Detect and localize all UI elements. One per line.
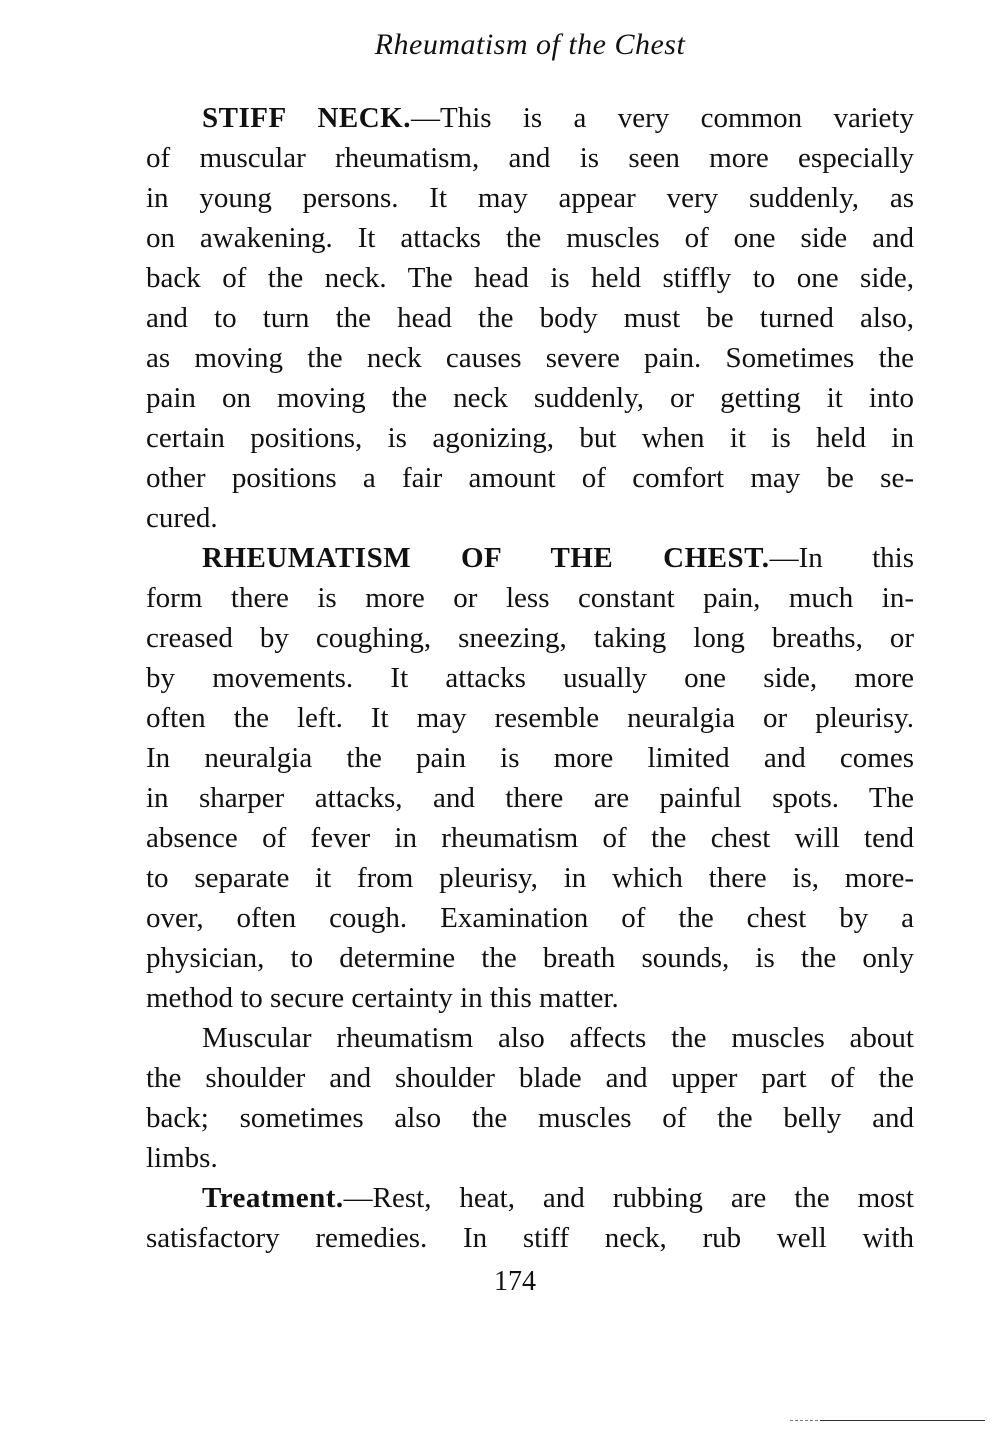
line-text: in young persons. It may appear very suddenly, as	[146, 182, 914, 214]
text-line	[146, 578, 914, 618]
line-text: the shoulder and shoulder blade and upper part of the	[146, 1062, 914, 1094]
line-text: physician, to determine the breath sounds, is the only	[146, 942, 914, 974]
text-line	[146, 978, 914, 1018]
section-heading: RHEUMATISM OF THE CHEST.	[202, 542, 770, 574]
section-heading: STIFF NECK.	[202, 102, 411, 134]
line-text: as moving the neck causes severe pain. Sometimes the	[146, 342, 914, 374]
line-text: creased by coughing, sneezing, taking long breaths, or	[146, 622, 914, 654]
text-line	[146, 738, 914, 778]
line-text: pain on moving the neck suddenly, or getting it into	[146, 382, 914, 414]
text-line	[146, 1058, 914, 1098]
line-text: form there is more or less constant pain, much in-	[146, 582, 914, 614]
footer-rule-dashed	[790, 1420, 818, 1421]
line-text: by movements. It attacks usually one side, more	[146, 662, 914, 694]
text-line	[146, 218, 914, 258]
line-text: —Rest, heat, and rubbing are the most	[343, 1182, 914, 1214]
line-text: certain positions, is agonizing, but when it is held in	[146, 422, 914, 454]
section-heading: Treatment.	[202, 1182, 344, 1214]
text-line	[146, 418, 914, 458]
line-text: cured.	[146, 502, 218, 534]
line-text: —This is a very common variety	[410, 102, 914, 134]
line-text: of muscular rheumatism, and is seen more especially	[146, 142, 914, 174]
text-line	[146, 1218, 914, 1258]
text-line	[146, 818, 914, 858]
text-line	[146, 1138, 914, 1178]
line-text: In neuralgia the pain is more limited and comes	[146, 742, 914, 774]
text-line	[146, 258, 914, 298]
line-text: other positions a fair amount of comfort may be se-	[146, 462, 914, 494]
text-line	[146, 378, 914, 418]
text-line	[202, 1018, 914, 1058]
running-header: Rheumatism of the Chest	[374, 28, 686, 61]
line-text: method to secure certainty in this matter.	[146, 982, 619, 1014]
text-line	[146, 298, 914, 338]
text-line	[146, 658, 914, 698]
text-line	[146, 698, 914, 738]
text-line	[146, 898, 914, 938]
line-text: over, often cough. Examination of the chest by a	[146, 902, 914, 934]
line-text: to separate it from pleurisy, in which there is, more-	[146, 862, 914, 894]
text-line	[146, 178, 914, 218]
text-line	[146, 778, 914, 818]
text-line	[146, 498, 914, 538]
line-text: on awakening. It attacks the muscles of one side and	[146, 222, 914, 254]
text-line	[146, 338, 914, 378]
page-number: 174	[494, 1266, 536, 1297]
text-line	[146, 458, 914, 498]
line-text: satisfactory remedies. In stiff neck, rub well with	[146, 1222, 914, 1254]
text-line	[202, 538, 914, 578]
text-line	[146, 938, 914, 978]
line-text: and to turn the head the body must be turned also,	[146, 302, 914, 334]
text-line	[202, 98, 914, 138]
text-line	[146, 858, 914, 898]
line-text: often the left. It may resemble neuralgia or pleurisy.	[146, 702, 914, 734]
line-text: back of the neck. The head is held stiffly to one side,	[146, 262, 914, 294]
text-line	[202, 1178, 914, 1218]
line-text: —In this	[769, 542, 915, 574]
footer-rule	[820, 1420, 985, 1421]
text-line	[146, 138, 914, 178]
line-text: back; sometimes also the muscles of the belly and	[146, 1102, 914, 1134]
text-line	[146, 618, 914, 658]
line-text: absence of fever in rheumatism of the chest will tend	[146, 822, 914, 854]
line-text: limbs.	[146, 1142, 218, 1174]
line-text: Muscular rheumatism also affects the muscles about	[202, 1022, 914, 1054]
line-text: in sharper attacks, and there are painful spots. The	[146, 782, 914, 814]
text-line	[146, 1098, 914, 1138]
